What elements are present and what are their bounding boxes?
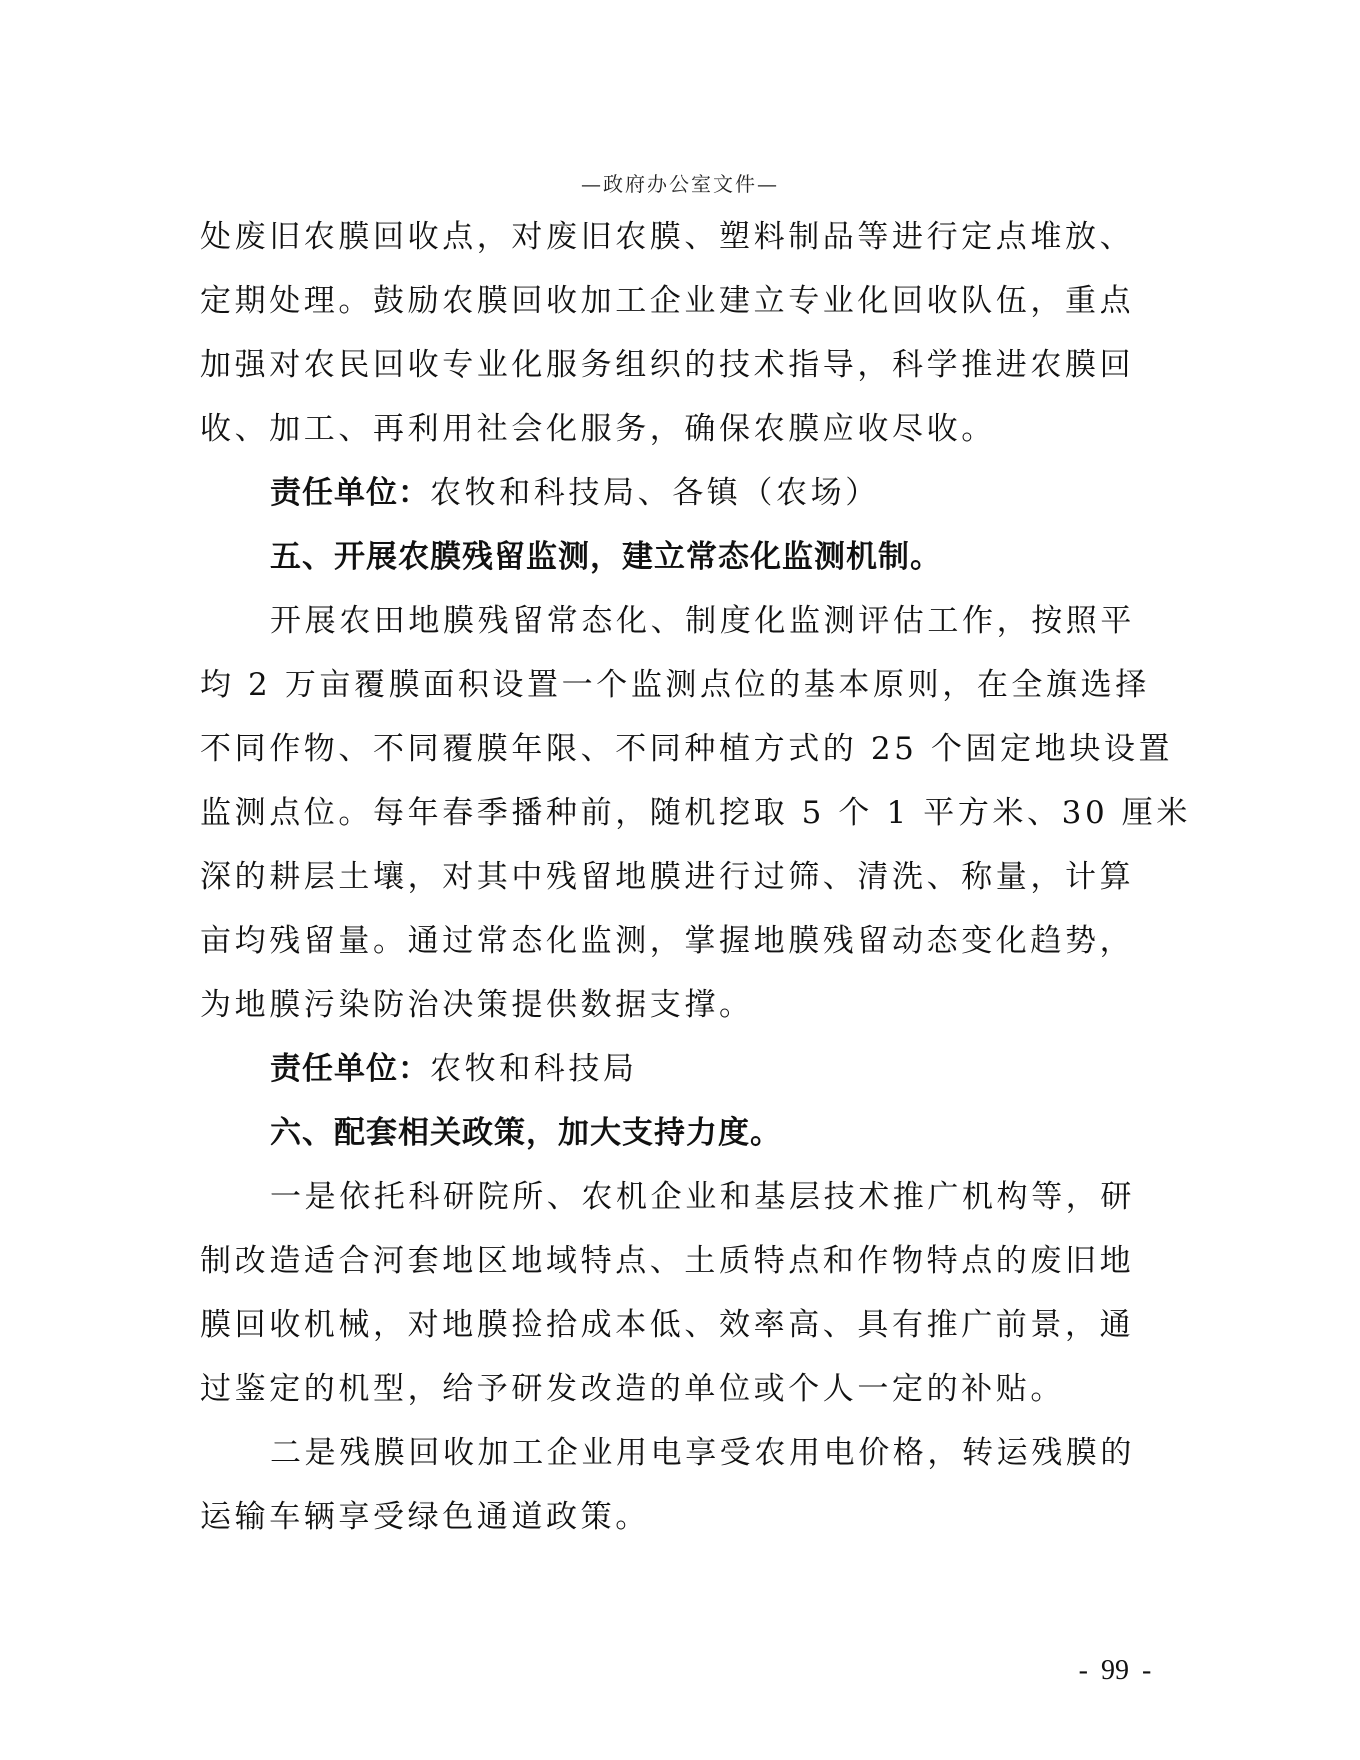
text-line: 收、加工、再利用社会化服务，确保农膜应收尽收。 xyxy=(200,411,996,447)
paragraph-monitoring xyxy=(200,589,1191,1037)
responsibility-label: 责任单位： xyxy=(270,475,430,511)
text-line: 膜回收机械，对地膜捡拾成本低、效率高、具有推广前景，通 xyxy=(200,1307,1135,1343)
text-line: 定期处理。鼓励农膜回收加工企业建立专业化回收队伍，重点 xyxy=(200,283,1135,319)
text-line: 一是依托科研院所、农机企业和基层技术推广机构等，研 xyxy=(270,1179,1135,1215)
text-line: 为地膜污染防治决策提供数据支撑。 xyxy=(200,987,754,1023)
responsibility-line xyxy=(200,461,1150,525)
responsibility-line xyxy=(200,1037,1150,1101)
text-line: 制改造适合河套地区地域特点、土质特点和作物特点的废旧地 xyxy=(200,1243,1135,1279)
document-header: —政府办公室文件— xyxy=(581,172,779,196)
paragraph-continuation xyxy=(200,205,1150,461)
text-line: 二是残膜回收加工企业用电享受农用电价格，转运残膜的 xyxy=(270,1435,1135,1471)
text-line: 深的耕层土壤，对其中残留地膜进行过筛、清洗、称量，计算 xyxy=(200,859,1135,895)
text-line: 过鉴定的机型，给予研发改造的单位或个人一定的补贴。 xyxy=(200,1371,1065,1407)
text-line: 处废旧农膜回收点，对废旧农膜、塑料制品等进行定点堆放、 xyxy=(200,219,1135,255)
text-line: 亩均残留量。通过常态化监测，掌握地膜残留动态变化趋势， xyxy=(200,923,1135,959)
responsibility-label: 责任单位： xyxy=(270,1051,430,1087)
paragraph-policy-2 xyxy=(200,1421,1150,1549)
responsibility-value: 农牧和科技局、各镇（农场） xyxy=(430,475,880,511)
text-line: 监测点位。每年春季播种前，随机挖取 5 个 1 平方米、30 厘米 xyxy=(200,795,1191,831)
section-heading-6: 六、配套相关政策，加大支持力度。 xyxy=(270,1115,782,1151)
section-heading-5: 五、开展农膜残留监测，建立常态化监测机制。 xyxy=(270,539,942,575)
text-line: 不同作物、不同覆膜年限、不同种植方式的 25 个固定地块设置 xyxy=(200,731,1174,767)
text-line: 运输车辆享受绿色通道政策。 xyxy=(200,1499,650,1535)
text-line: 加强对农民回收专业化服务组织的技术指导，科学推进农膜回 xyxy=(200,347,1135,383)
paragraph-policy-1 xyxy=(200,1165,1150,1421)
text-line: 均 2 万亩覆膜面积设置一个监测点位的基本原则，在全旗选择 xyxy=(200,667,1150,703)
responsibility-value: 农牧和科技局 xyxy=(430,1051,638,1087)
text-line: 开展农田地膜残留常态化、制度化监测评估工作，按照平 xyxy=(270,603,1135,639)
document-body xyxy=(200,205,1191,1549)
page-number: - 99 - xyxy=(1078,1655,1152,1686)
